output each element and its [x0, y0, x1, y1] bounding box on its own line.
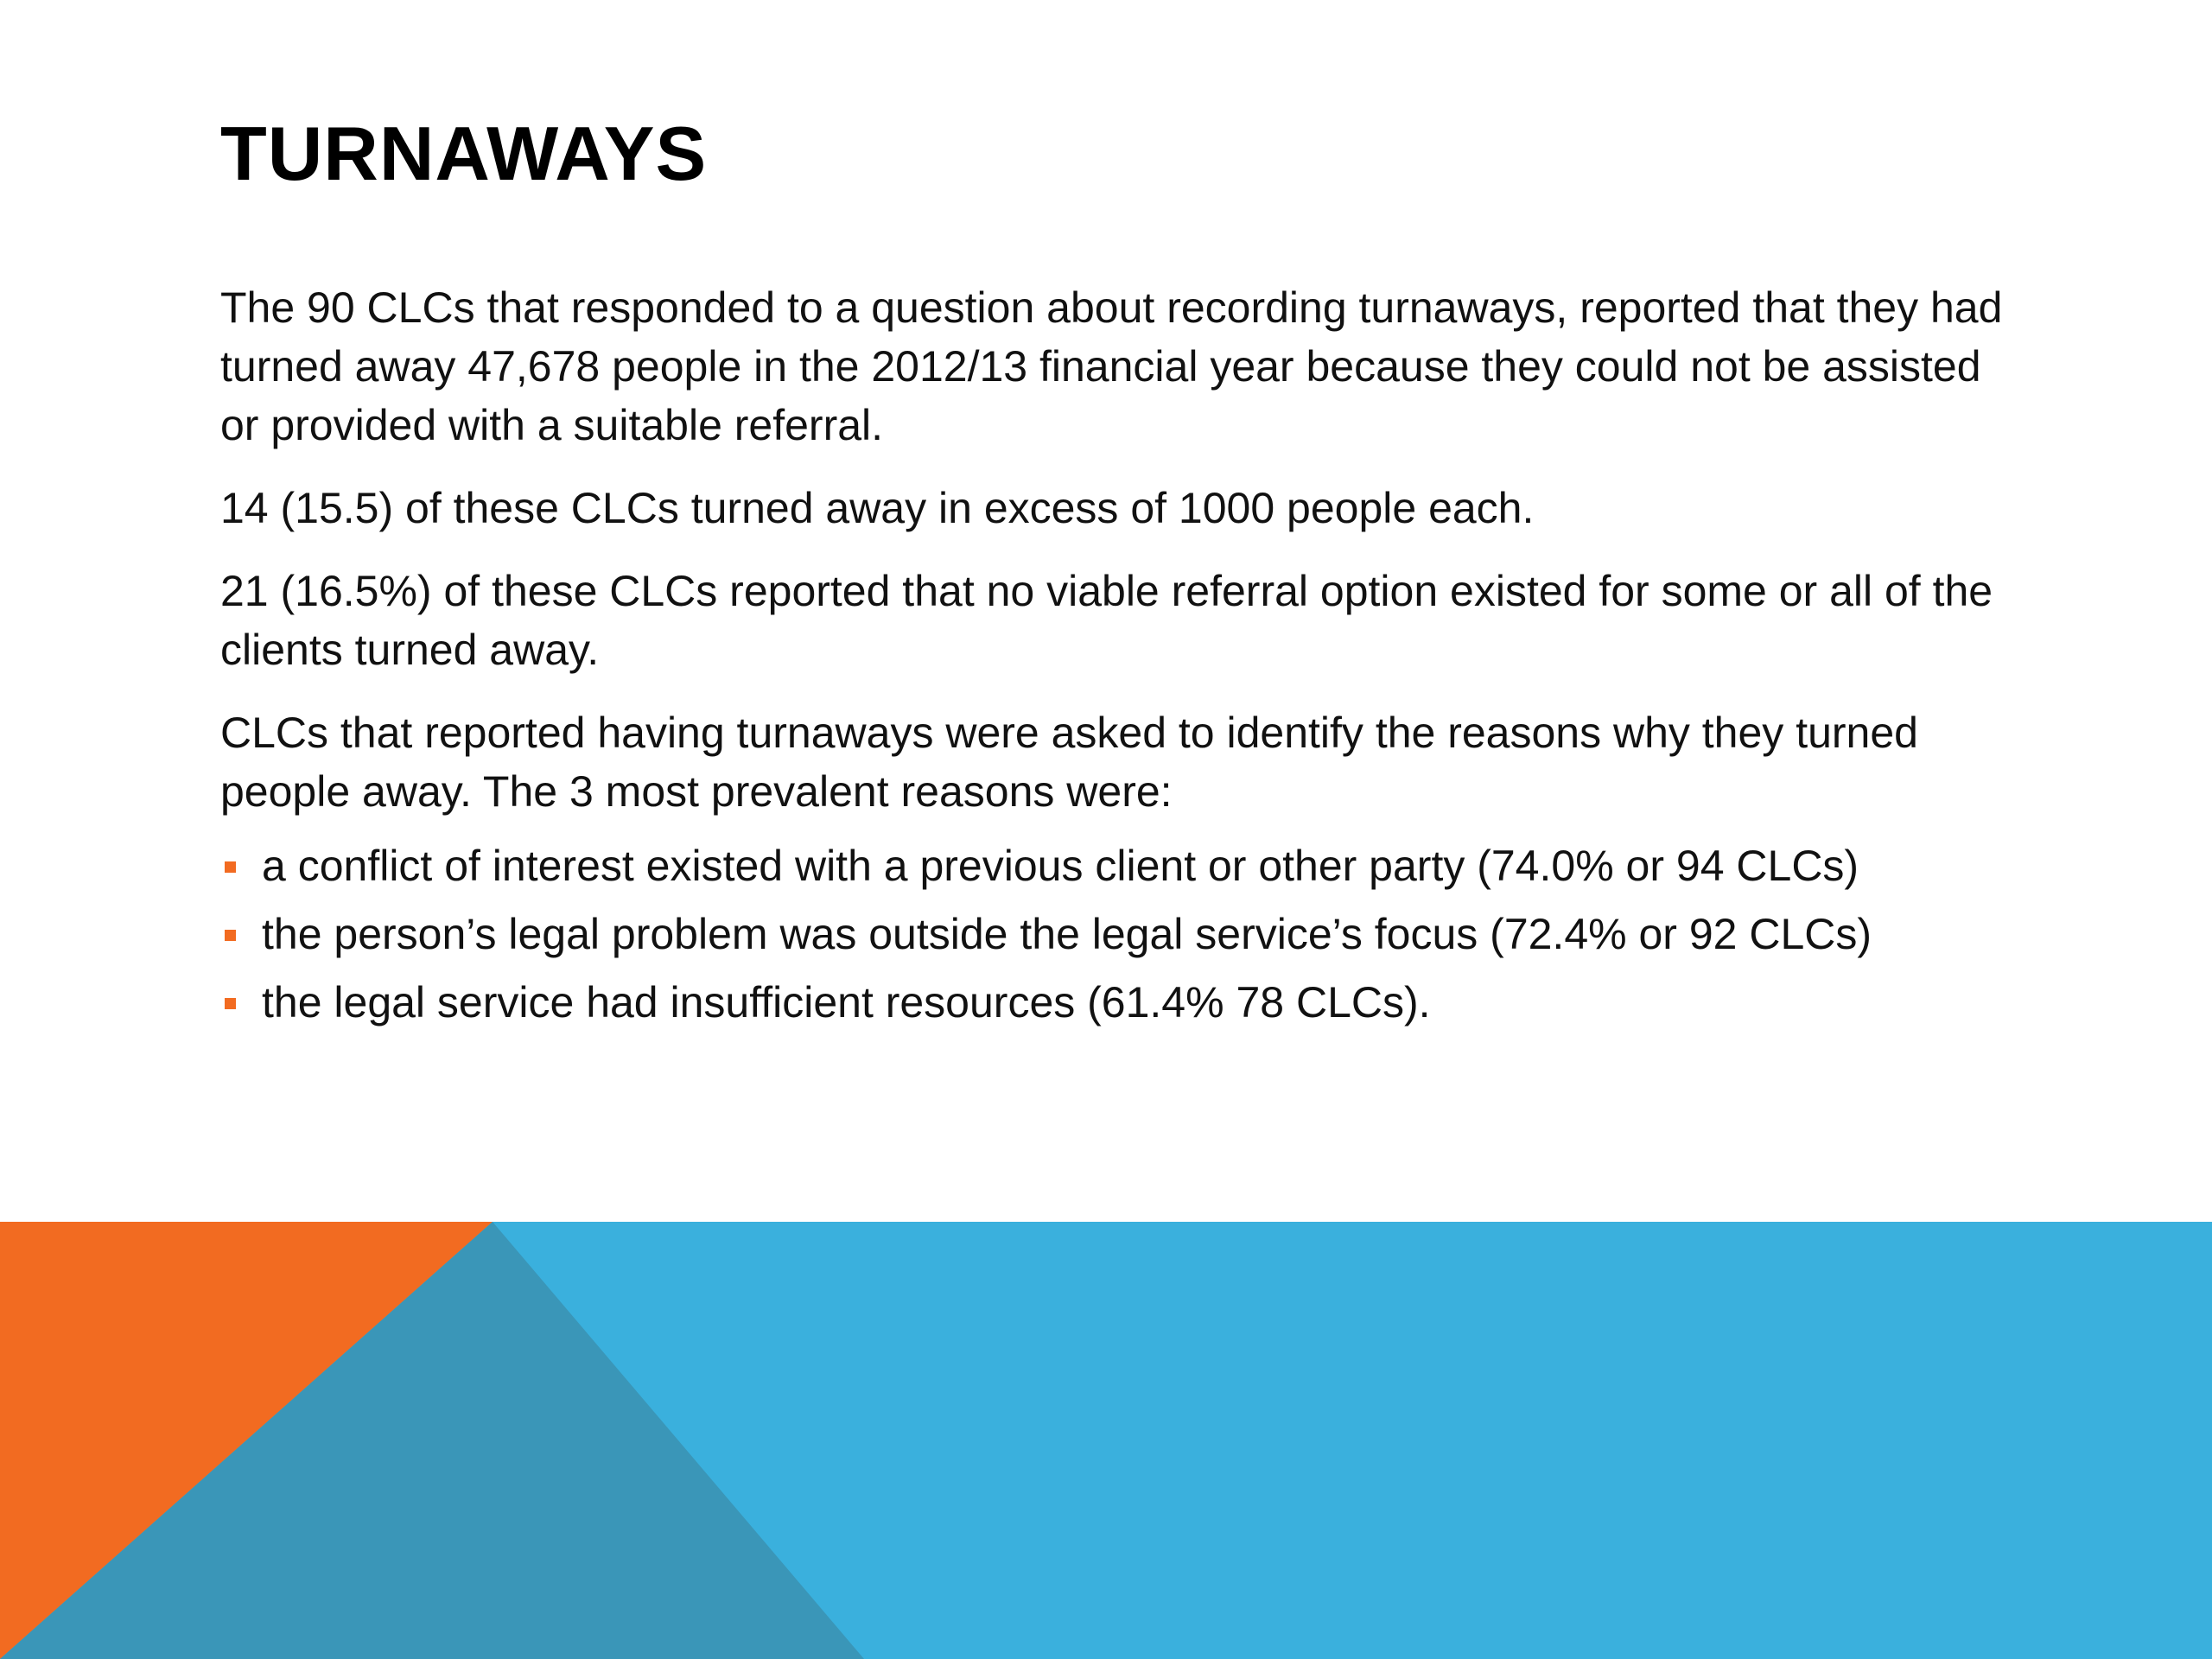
bullet-text: the legal service had insufficient resources (61.4% 78 CLCs). [262, 978, 1431, 1027]
bullet-text: the person’s legal problem was outside the legal service’s focus (72.4% or 92 CLCs) [262, 910, 1872, 958]
square-bullet-icon [225, 930, 236, 941]
square-bullet-icon [225, 998, 236, 1009]
decorative-band [0, 1222, 2212, 1659]
slide-body [220, 278, 2018, 1041]
reasons-list [220, 836, 2018, 1032]
list-item [220, 905, 2018, 963]
paragraph-excess: 14 (15.5) of these CLCs turned away in excess of 1000 people each. [220, 484, 1535, 532]
list-item [220, 836, 2018, 895]
square-bullet-icon [225, 861, 236, 873]
list-item [220, 973, 2018, 1032]
paragraph-intro: The 90 CLCs that responded to a question about recording turnaways, reported that they had turned away 47,678 people in the 2012/13 financial year because they could not be assisted or provided with a suitable referral. [220, 283, 2003, 449]
paragraph-reasons-lead: CLCs that reported having turnaways were asked to identify the reasons why they turned people away. The 3 most prevalent reasons were: [220, 709, 1918, 816]
paragraph-no-referral: 21 (16.5%) of these CLCs reported that no viable referral option existed for some or all of the clients turned away. [220, 567, 1993, 674]
slide-title: TURNAWAYS [220, 111, 708, 196]
bullet-text: a conflict of interest existed with a previous client or other party (74.0% or 94 CLCs) [262, 842, 1859, 890]
